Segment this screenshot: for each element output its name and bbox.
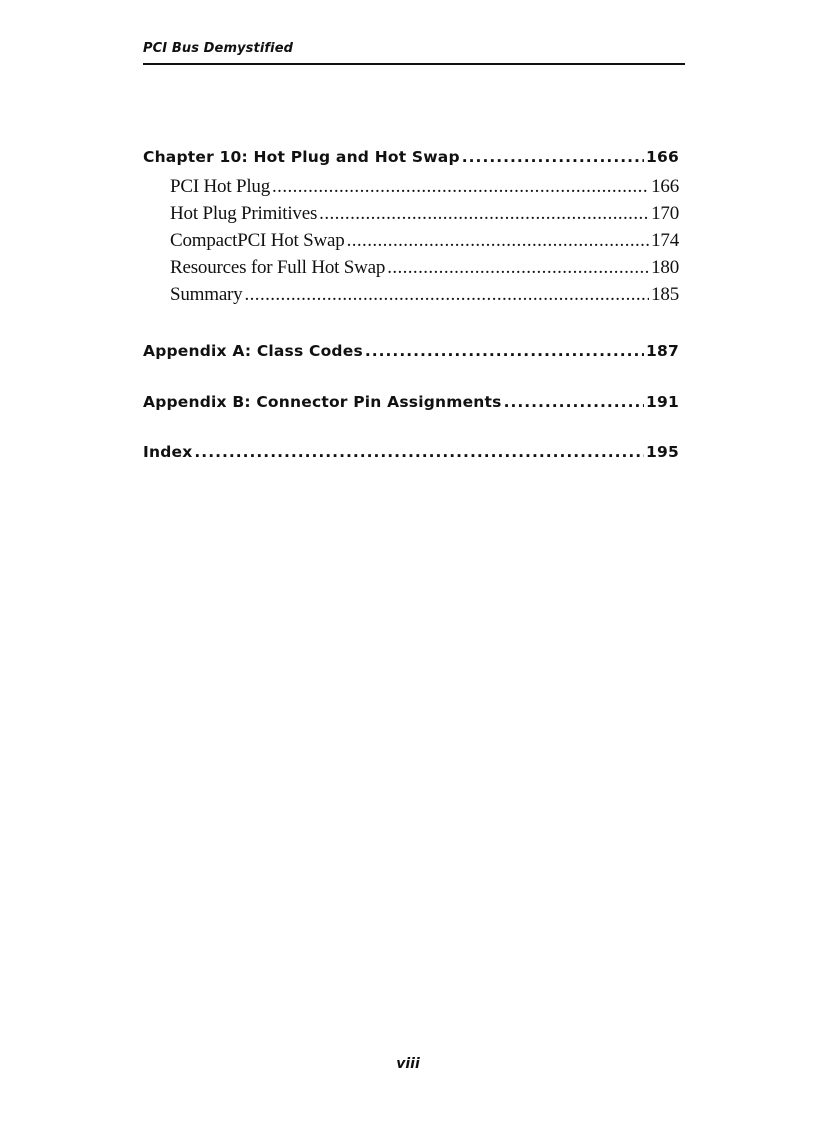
- dot-leader: [365, 342, 644, 360]
- toc-entry-title: Chapter 10: Hot Plug and Hot Swap: [143, 148, 460, 166]
- toc-entry-page: 170: [651, 203, 679, 224]
- toc-entry-page: 174: [651, 230, 679, 251]
- dot-leader: [194, 443, 644, 461]
- dot-leader: [245, 284, 650, 306]
- dot-leader: [319, 203, 649, 225]
- dot-leader: [347, 230, 650, 252]
- toc-entry-section[interactable]: [170, 257, 679, 279]
- toc-entry-page: 180: [651, 257, 679, 278]
- toc-entry-section[interactable]: [170, 230, 679, 252]
- toc-entry-section[interactable]: [170, 284, 679, 306]
- toc-entry-page: 195: [646, 443, 679, 461]
- toc-entry-title: Summary: [170, 284, 243, 305]
- toc-entry-title: Appendix B: Connector Pin Assignments: [143, 393, 502, 411]
- toc-entry-title: Appendix A: Class Codes: [143, 342, 363, 360]
- dot-leader: [387, 257, 649, 279]
- toc-entry-title: Resources for Full Hot Swap: [170, 257, 386, 278]
- toc-entry-title: Hot Plug Primitives: [170, 203, 318, 224]
- toc-entry-page: 185: [651, 284, 679, 305]
- dot-leader: [504, 393, 644, 411]
- toc-entry-page: 166: [651, 176, 679, 197]
- toc-entry-section[interactable]: [170, 203, 679, 225]
- dot-leader: [462, 148, 644, 166]
- toc-entry-section[interactable]: [170, 176, 679, 198]
- toc-entry-page: 166: [646, 148, 679, 166]
- toc-entry-page: 187: [646, 342, 679, 360]
- toc-entry-appendix-b[interactable]: [143, 393, 679, 411]
- toc-entry-title: PCI Hot Plug: [170, 176, 271, 197]
- running-title: PCI Bus Demystified: [143, 41, 294, 56]
- dot-leader: [272, 176, 649, 198]
- page-number: viii: [396, 1056, 420, 1072]
- table-of-contents: [143, 0, 679, 1123]
- toc-entry-page: 191: [646, 393, 679, 411]
- toc-entry-appendix-a[interactable]: [143, 342, 679, 360]
- toc-entry-title: Index: [143, 443, 193, 461]
- toc-entry-chapter-10[interactable]: [143, 148, 679, 166]
- toc-entry-index[interactable]: [143, 443, 679, 461]
- toc-entry-title: CompactPCI Hot Swap: [170, 230, 345, 251]
